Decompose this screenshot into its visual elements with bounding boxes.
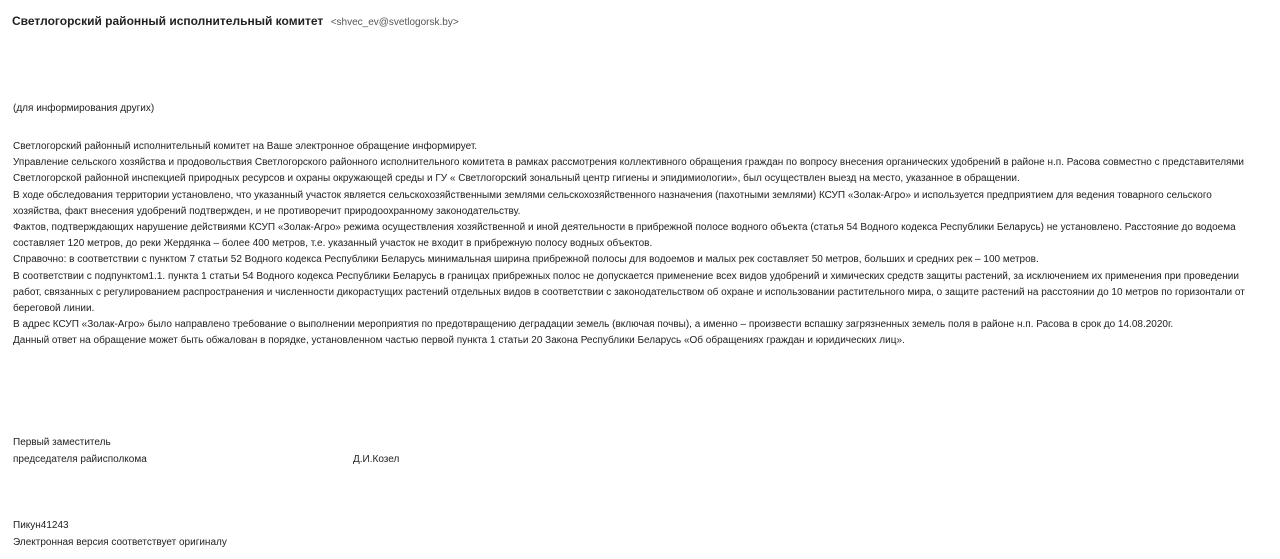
signature-position-line2: председателя райисполкома (13, 454, 147, 465)
body-paragraph: Данный ответ на обращение может быть обжалован в порядке, установленном частью первой пункта 1 статьи 20 Закона Республики Беларусь «Об обращениях граждан и юридических лиц». (13, 335, 905, 347)
sender-name: Светлогорский районный исполнительный комитет (12, 14, 324, 28)
body-paragraph: Управление сельского хозяйства и продовольствия Светлогорского районного исполнительного комитета в рамках рассмотрения коллективного обращения граждан по вопросу внесения органических удобрений в районе н.п. Расова совместно с представителями Светлогорской районной инспекцией природных ресурсов и охраны окружающей среды и ГУ « Светлогорский зональный центр гигиены и эпидимиологии», был осуществлен выезд на место, указанное в обращении. (13, 157, 1244, 185)
body-paragraph: В ходе обследования территории установлено, что указанный участок является сельскохозяйственными землями сельскохозяйственного назначения (пахотными землями) КСУП «Золак-Агро» и используется предприятием для ведения товарного сельского хозяйства, факт внесения удобрений подтвержден, и не противоречит природоохранному законодательству. (13, 189, 1212, 217)
body-paragraph: Светлогорский районный исполнительный комитет на Ваше электронное обращение информирует. (13, 141, 478, 152)
body-paragraph: Справочно: в соответствии с пунктом 7 статьи 52 Водного кодекса Республики Беларусь минимальная ширина прибрежной полосы для водоемов и малых рек составляет 50 метров, больших и средних рек – 100 метров. (13, 254, 1039, 266)
body-paragraph: В адрес КСУП «Золак-Агро» было направлено требование о выполнении мероприятия по предотвращению деградации земель (включая почвы), а именно – произвести вспашку загрязненных земель поля в районе н.п. Расова в срок до 14.08.2020г. (13, 319, 1174, 331)
footer-code: Пикун41243 (13, 520, 69, 531)
body-paragraph: Фактов, подтверждающих нарушение действиями КСУП «Золак-Агро» режима осуществления хозяйственной и иной деятельности в прибрежной полосе водного объекта (статья 54 Водного кодекса Республики Беларусь) не установлено. Расстояние до водоема составляет 120 метров, до реки Жердянка – более 400 метров, т.е. указанный участок не входит в прибрежную полосу водных объектов. (13, 222, 1236, 250)
recipient-note: (для информирования других) (13, 103, 155, 114)
email-header (12, 12, 459, 30)
signature-name: Д.И.Козел (353, 454, 400, 465)
body-paragraph: В соответствии с подпунктом1.1. пункта 1 статьи 54 Водного кодекса Республики Беларусь в границах прибрежных полос не допускается применение всех видов удобрений и химических средств защиты растений, за исключением их применения при проведении работ, связанных с регулированием распространения и численности дикорастущих растений отдельных видов в соответствии с законодательством об охране и использовании растительного мира, о защите растений на расстоянии до 10 метров по горизонтали от береговой линии. (13, 270, 1245, 315)
footer-certification: Электронная версия соответствует оригиналу (13, 537, 227, 548)
sender-email[interactable]: <shvec_ev@svetlogorsk.by> (330, 17, 459, 28)
message-body (13, 139, 1258, 350)
signature-position-line1: Первый заместитель (13, 437, 111, 448)
